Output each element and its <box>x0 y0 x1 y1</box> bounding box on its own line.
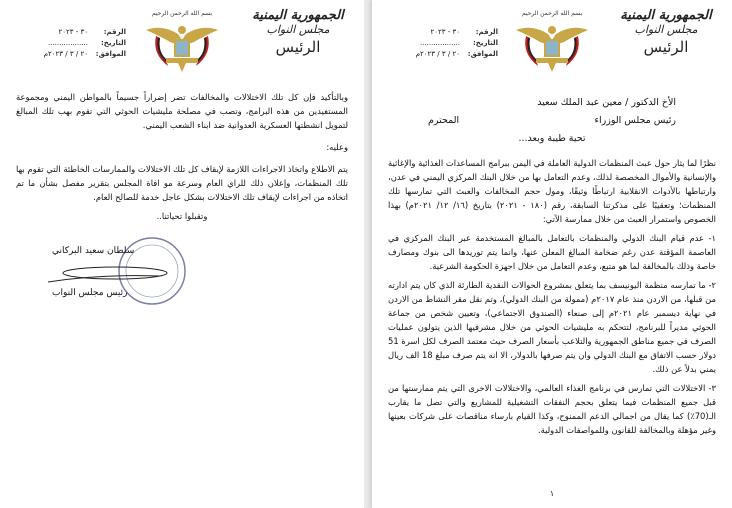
signatory-title: رئيس مجلس النواب <box>52 288 128 298</box>
addressee-block <box>428 94 676 148</box>
republic-name: الجمهورية اليمنية <box>620 8 712 23</box>
letter-body <box>388 156 716 442</box>
yemen-emblem-icon <box>512 6 592 76</box>
letterhead <box>16 0 348 90</box>
addressee-position: رئيس مجلس الوزراء <box>594 115 676 126</box>
date-label: التاريخ: <box>100 38 126 47</box>
greeting: تحية طيبة وبعد... <box>518 133 586 144</box>
letterhead <box>388 0 716 90</box>
ref-value: ٣٠ - ٢٠٢٣ <box>58 27 88 36</box>
corresponding-label: الموافق: <box>467 49 498 58</box>
ref-label: الرقم: <box>475 27 498 36</box>
closing: وتقبلوا تحياتنا.. <box>156 211 208 221</box>
date-label: التاريخ: <box>472 38 498 47</box>
president-label: الرئيس <box>643 38 689 56</box>
corresponding-value: ٢٠ / ٣ / ٢٠٢٣م <box>43 49 88 58</box>
basmala: بسم الله الرحمن الرحيم <box>151 10 213 17</box>
page-number: ١ <box>549 489 555 498</box>
paragraph: يتم الاطلاع واتخاذ الاجراءات اللازمة لإيقاف كل تلك الاختلالات والممارسات الخاطئة التي تقوم بها تلك المنظمات، وإعلان ذلك للراي العام وسرعة مو افاة المجلس بتقرير مفصل بشأن ما تم اتخاذه من اجراءات لإيقاف تلك الاختلالات بشكل عاجل خدمة للصالح العام. <box>16 164 348 202</box>
ref-value: ٣٠ - ٢٠٢٣ <box>430 27 460 36</box>
council-name: مجلس النواب <box>266 23 330 36</box>
paragraph: نظرًا لما يثار حول عبث المنظمات الدولية العاملة في اليمن ببرامج المساعدات الغذائية والإغاثية والإنسانية والأموال المخصصة لذلك، وعدم التعامل بها من خلال البنك المركزي اليمني في عدن، وارتباطها بالأدوات الانقلابية ارتباطًا وثيقًا، ومول حجم المخالفات والعبث التي تمارسها تلك المنظمات؛ وتعقيبًا على مذكرتنا السابقة، رقم (١٨٠ - ٢٠٢١) بتاريخ (١٦/ ١٢/ ٢٠٢١م) بهذا الخصوص واستمرار العبث من خلال ممارسة الآتي: <box>388 158 716 224</box>
letter-page-1 <box>372 0 732 508</box>
letterhead-title <box>616 8 716 56</box>
republic-name: الجمهورية اليمنية <box>252 8 344 23</box>
addressee: الأخ الدكتور / معين عبد الملك سعيد <box>537 97 676 108</box>
ref-label: الرقم: <box>103 27 126 36</box>
letter-page-2 <box>0 0 364 508</box>
letter-body <box>16 90 348 228</box>
paragraph: وعليه: <box>326 142 348 152</box>
honorific: المحترم <box>428 115 460 126</box>
signature-block <box>16 236 348 316</box>
basmala: بسم الله الرحمن الرحيم <box>521 10 583 17</box>
paragraph: ٣- الاختلالات التي تمارس في برنامج الغذاء العالمي، والاختلالات الاخرى التي يتم ممارستها من قبل جميع المنظمات فيما يتعلق بحجم النفقات التشغيلية للمشاريع والتي تصل ما يقارب الـ(70٪) كما يقال من اجمالي الدعم الممنوح، وكذا القيام بارساء مناقصات على شركات بعينها وغير مؤهلة وبالمخالفة للقانون وللمواصفات الدولية. <box>388 383 716 435</box>
yemen-emblem-icon <box>142 6 222 76</box>
signatory-name: سلطان سعيد البركاني <box>52 246 135 256</box>
corresponding-value: ٢٠ / ٣ / ٢٠٢٣م <box>415 49 460 58</box>
corresponding-label: الموافق: <box>95 49 126 58</box>
paragraph: ١- عدم قيام البنك الدولي والمنظمات بالتعامل بالمبالغ المستخدمة عبر البنك المركزي في العاصمة المؤقتة عدن رغم ضخامة المبالغ المعلن عنها، وانما يتم توريدها الى بنوك ومصارف خاصة وذلك بالمخالفة لما هو متبع، وعدم التعامل من خلال اجهزة الحكومة الشرعية. <box>388 233 716 271</box>
president-label: الرئيس <box>275 38 321 56</box>
paragraph: وبالتأكيد فإن كل تلك الاختلالات والمخالفات تضر إضراراً جسيماً بالمواطن اليمني ومجموعة المستفيدين من هذه البرامج، وتصب في مصلحة مليشيات الحوثي التي تقوم بهب تلك المبالغ لتمويل انشطتها العسكرية العدوانية ضد ابناء الشعب اليمني. <box>16 92 348 130</box>
letterhead-title <box>248 8 348 56</box>
council-name: مجلس النواب <box>634 23 698 36</box>
date-value: .................. <box>419 38 460 47</box>
reference-block <box>16 26 126 59</box>
date-value: .................. <box>47 38 88 47</box>
reference-block <box>388 26 498 59</box>
paragraph: ٢- ما تمارسه منظمة اليونيسف بما يتعلق بمشروع الحوالات النقدية الطارئة الذي كان يتم ادارته من قبلها، من الاردن منذ عام ٢٠١٧م (ممولة من البنك الدولي)، وتم نقل مقر النشاط من الاردن في نهاية ديسمبر عام ٢٠٢١م إلى صنعاء (الصندوق الاجتماعي)، وتعيين شخص من جماعة الحوثي مديراً للبرنامج، لتتحكم به مليشيات الحوثي من خلال مشرفيها الذين يتولون عمليات الصرف في جميع مناطق الجمهورية والتلاعب بأسعار الصرف حيث معتمد الصرف لكل اسرة 51 دولار حسب الاتفاق مع البنك الدولي وان يتم صرفها بالدولار، الا انه يتم صرف مبلغ 18 الف ريال يمني بدلاً عن ذلك. <box>388 280 717 374</box>
